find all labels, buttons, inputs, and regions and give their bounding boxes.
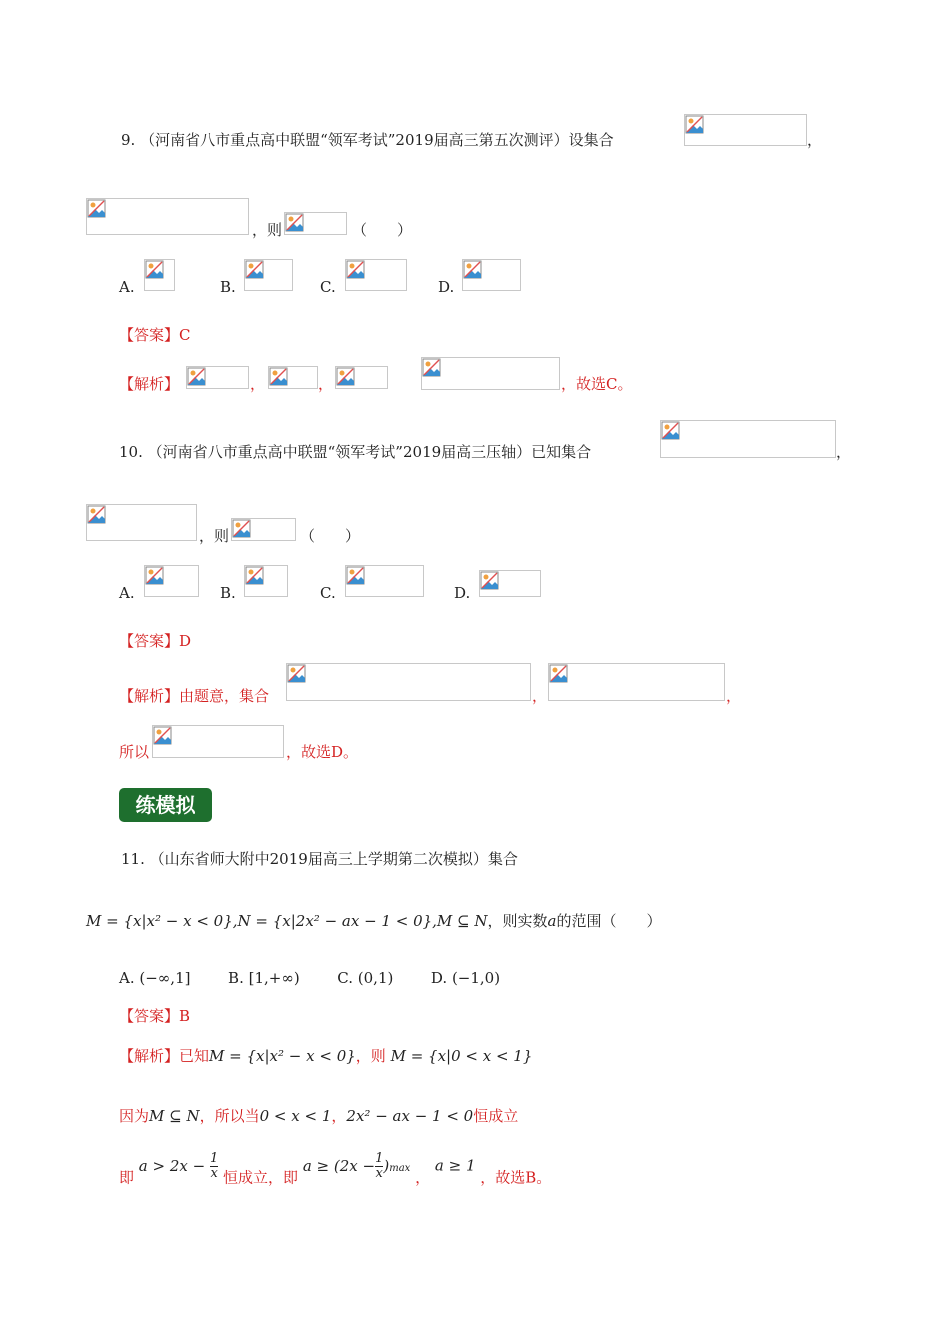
answer-value: D <box>179 632 192 650</box>
q11-option-a-value: (−∞,1] <box>139 969 191 987</box>
broken-image-icon <box>245 260 264 279</box>
analysis-then: ，则 <box>355 1047 386 1065</box>
always-holds-2: 恒成立，即 <box>223 1168 299 1187</box>
subset-relation: M ⊆ N <box>149 1107 200 1125</box>
broken-image-icon <box>661 421 680 440</box>
q11-stem <box>121 849 518 869</box>
m-definition: M = {x|x² − x < 0} <box>209 1047 356 1065</box>
broken-image-icon <box>346 566 365 585</box>
q11-analysis-line-2: 因为M ⊆ N，所以当0 < x < 1，2x² − ax − 1 < 0恒成立 <box>119 1107 519 1125</box>
fraction-denominator: x <box>210 1166 218 1181</box>
q10-number: 10. <box>119 443 143 461</box>
broken-image-icon <box>287 664 306 683</box>
broken-image-icon <box>285 213 304 232</box>
broken-image-icon <box>87 505 106 524</box>
q11-answer <box>119 1006 190 1026</box>
answer-value: C <box>179 326 191 344</box>
max-subscript: max <box>389 1162 411 1174</box>
q10-option-a-image <box>144 565 199 597</box>
q10-option-d-image <box>479 570 541 597</box>
q11-option-b-value: [1,+∞) <box>248 969 300 987</box>
q10-option-c-image <box>345 565 424 597</box>
answer-label: 【答案】 <box>119 1007 180 1025</box>
because: 因为 <box>119 1107 150 1125</box>
comma: ， <box>415 1168 431 1187</box>
q9-analysis-image-2 <box>268 366 318 389</box>
analysis-label: 【解析】 <box>119 687 180 705</box>
q11-option-d-label: D. <box>430 969 448 987</box>
analysis-known: 已知 <box>179 1047 210 1065</box>
q10-option-b-image <box>244 565 288 597</box>
conclusion: ，故选B。 <box>480 1168 552 1187</box>
broken-image-icon <box>463 260 482 279</box>
q10-then: ，则 <box>199 527 230 545</box>
answer-label: 【答案】 <box>119 632 180 650</box>
q9-expr-image <box>284 212 347 235</box>
condition-2-right: ) <box>383 1156 390 1175</box>
ji: 即 <box>119 1168 135 1187</box>
analysis-text: 由题意，集合 <box>179 687 270 705</box>
broken-image-icon <box>422 358 441 377</box>
q10-conclusion: ，故选D。 <box>286 743 359 761</box>
fraction-1-over-x <box>210 1152 218 1181</box>
q9-analysis-label: 【解析】 <box>119 375 180 393</box>
result: a ≥ 1 <box>434 1156 476 1175</box>
q10-stem-text: （河南省八市重点高中联盟“领军考试”2019届高三压轴）已知集合 <box>147 443 592 461</box>
q9-option-c-image <box>345 259 407 291</box>
q10-option-b-label: B. <box>220 584 236 602</box>
broken-image-icon <box>480 571 499 590</box>
q11-option-c-value: (0,1) <box>357 969 394 987</box>
q9-number: 9. <box>121 131 136 149</box>
q10-analysis-image-2 <box>548 663 725 701</box>
broken-image-icon <box>685 115 704 134</box>
q9-analysis-sep-1: ， <box>250 375 266 393</box>
fraction-numerator: 1 <box>375 1151 384 1166</box>
q9-set-a-image <box>684 114 807 146</box>
q10-answer <box>119 631 191 651</box>
always-holds: 恒成立 <box>473 1107 519 1125</box>
answer-label: 【答案】 <box>119 326 180 344</box>
q10-set-a-image <box>660 420 836 458</box>
q9-analysis-image-4 <box>421 357 560 390</box>
q9-option-b-image <box>244 259 293 291</box>
analysis-label: 【解析】 <box>119 1047 180 1065</box>
broken-image-icon <box>232 519 251 538</box>
q11-sets-math: M = {x|x² − x < 0},N = {x|2x² − ax − 1 < 0},M ⊆ N <box>86 912 488 930</box>
inequality: 2x² − ax − 1 < 0 <box>346 1107 474 1125</box>
x-range: 0 < x < 1 <box>259 1107 332 1125</box>
q10-analysis-image-1 <box>286 663 531 701</box>
so-when: ，所以当 <box>199 1107 260 1125</box>
q9-set-b-image <box>86 198 249 235</box>
q10-paren: （ ） <box>300 527 361 545</box>
q9-option-c-label: C. <box>320 278 336 296</box>
q11-analysis-line-1 <box>119 1046 532 1066</box>
section-title-banner: 练模拟 <box>119 788 212 822</box>
q9-stem-text: （河南省八市重点高中联盟“领军考试”2019届高三第五次测评）设集合 <box>140 131 614 149</box>
q9-analysis-image-3 <box>335 366 388 389</box>
q10-analysis-line-1 <box>119 686 269 706</box>
q11-options <box>119 968 500 988</box>
q9-comma: ， <box>807 131 823 149</box>
q10-analysis-sep-2: ， <box>726 687 742 705</box>
q11-question-line <box>86 911 662 931</box>
q9-analysis-image-1 <box>186 366 249 389</box>
q10-analysis-sep-1: ， <box>532 687 548 705</box>
q9-option-d-label: D. <box>438 278 455 296</box>
q11-option-a-label: A. <box>119 969 135 987</box>
q11-stem-text: （山东省师大附中2019届高三上学期第二次模拟）集合 <box>149 850 518 868</box>
broken-image-icon <box>269 367 288 386</box>
condition-1 <box>138 1151 223 1181</box>
q10-option-c-label: C. <box>320 584 336 602</box>
q11-option-c-label: C. <box>337 969 353 987</box>
q9-answer <box>119 325 191 345</box>
q9-conclusion: ，故选C。 <box>561 375 633 393</box>
q10-expr-image <box>231 518 296 541</box>
broken-image-icon <box>346 260 365 279</box>
q11-analysis-line-3 <box>119 1152 551 1190</box>
condition-1-left: a > 2x − <box>138 1156 206 1175</box>
broken-image-icon <box>187 367 206 386</box>
q11-question-text: ，则实数 <box>487 912 548 930</box>
q10-stem <box>119 442 591 462</box>
q9-option-a-label: A. <box>119 278 135 296</box>
broken-image-icon <box>245 566 264 585</box>
fraction-denominator: x <box>375 1166 383 1181</box>
broken-image-icon <box>145 260 164 279</box>
q9-then: ，则 <box>252 221 283 239</box>
q11-number: 11. <box>121 850 145 868</box>
q9-option-a-image <box>144 259 175 291</box>
q9-option-b-label: B. <box>220 278 236 296</box>
answer-value: B <box>179 1007 191 1025</box>
broken-image-icon <box>549 664 568 683</box>
q11-var-a: a <box>547 912 557 930</box>
broken-image-icon <box>87 199 106 218</box>
q9-stem <box>121 130 614 150</box>
q10-set-b-image <box>86 504 197 541</box>
condition-2 <box>302 1151 415 1181</box>
broken-image-icon <box>336 367 355 386</box>
q10-option-a-label: A. <box>119 584 135 602</box>
q9-option-d-image <box>462 259 521 291</box>
q11-question-tail: 的范围（ ） <box>556 912 662 930</box>
q9-analysis-sep-2: ， <box>318 375 334 393</box>
q9-paren: （ ） <box>352 221 413 239</box>
m-result: M = {x|0 < x < 1} <box>390 1047 533 1065</box>
broken-image-icon <box>153 726 172 745</box>
q11-option-d-value: (−1,0) <box>451 969 501 987</box>
condition-2-left: a ≥ (2x − <box>302 1156 376 1175</box>
q10-so: 所以 <box>119 743 150 761</box>
fraction-numerator: 1 <box>209 1151 219 1166</box>
q10-comma: ， <box>836 443 852 461</box>
q10-analysis-image-3 <box>152 725 284 758</box>
broken-image-icon <box>145 566 164 585</box>
q11-option-b-label: B. <box>228 969 244 987</box>
q10-option-d-label: D. <box>454 584 471 602</box>
